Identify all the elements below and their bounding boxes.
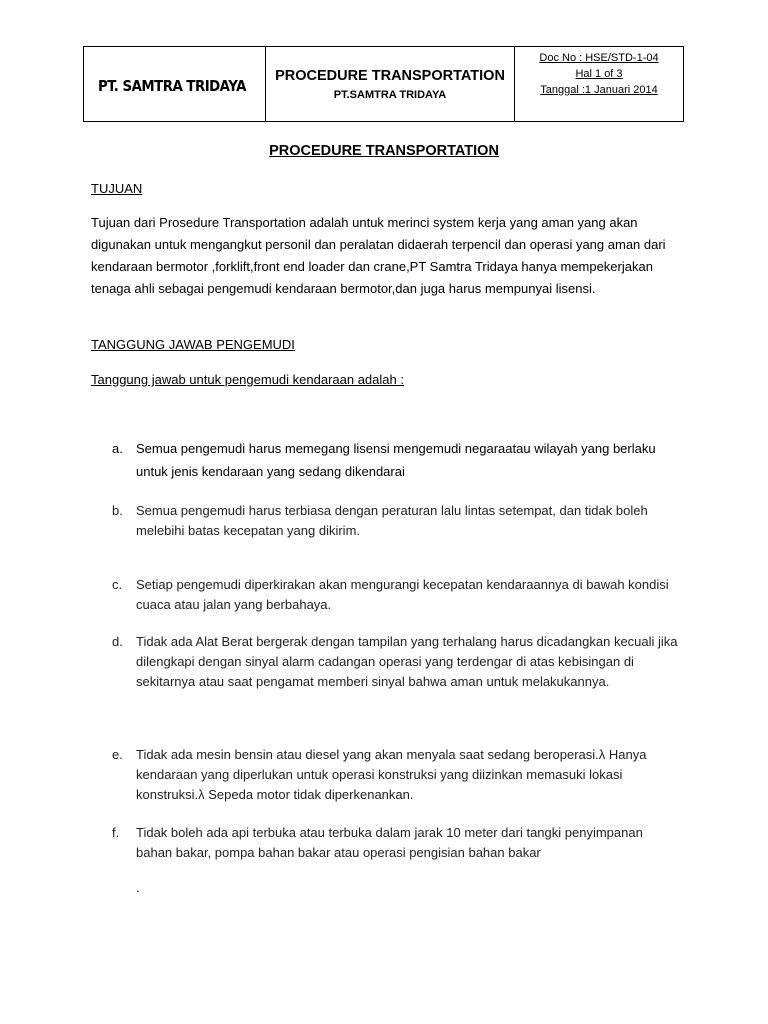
header-title: PROCEDURE TRANSPORTATION: [275, 68, 505, 84]
list-item: [112, 632, 682, 692]
list-item-text: Tidak ada Alat Berat bergerak dengan tampilan yang terhalang harus dicadangkan kecuali jika dilengkapi dengan sinyal alarm cadangan operasi yang terdengar di atas kebisingan di sekitarnya atau saat pengamat memberi sinyal bahwa aman untuk melakukannya.: [136, 634, 678, 689]
document-title: PROCEDURE TRANSPORTATION: [269, 143, 499, 159]
list-marker: d.: [112, 634, 123, 649]
list-item: [112, 823, 682, 863]
section-body-tujuan: Tujuan dari Prosedure Transportation adalah untuk merinci system kerja yang aman yang akan digunakan untuk mengangkut personil dan peralatan didaerah terpencil dan operasi yang aman dari kendaraan bermotor ,forklift,front end loader dan crane,PT Samtra Tridaya hanya mempekerjakan tenaga ahli sebagai pengemudi kendaraan bermotor,dan juga harus mempunyai lisensi.: [91, 215, 666, 296]
list-marker: a.: [112, 441, 123, 456]
header-title-block: [266, 47, 515, 121]
doc-number: Doc No : HSE/STD-1-04: [539, 52, 659, 64]
doc-info-block: [515, 47, 683, 121]
list-item: [112, 745, 682, 805]
list-item-text: Tidak ada mesin bensin atau diesel yang akan menyala saat sedang beroperasi.λ Hanya kendaraan yang diperlukan untuk operasi konstruksi yang diizinkan memasuki lokasi konstruksi.λ Sepeda motor tidak diperkenankan.: [136, 747, 647, 802]
list-item-text: Tidak boleh ada api terbuka atau terbuka dalam jarak 10 meter dari tangki penyimpanan bahan bakar, pompa bahan bakar atau operasi pengisian bahan bakar: [136, 825, 643, 860]
list-item: [112, 501, 682, 541]
company-name: PT. SAMTRA TRIDAYA: [98, 77, 246, 95]
list-item-text: Semua pengemudi harus terbiasa dengan peraturan lalu lintas setempat, dan tidak boleh melebihi batas kecepatan yang dikirim.: [136, 503, 648, 538]
company-logo: [84, 47, 266, 121]
trailing-dot: .: [136, 880, 140, 895]
section-heading-tujuan: TUJUAN: [91, 181, 143, 196]
doc-date: Tanggal :1 Januari 2014: [540, 84, 658, 96]
list-marker: b.: [112, 503, 123, 518]
list-item: [112, 437, 682, 483]
document-header: [83, 46, 684, 122]
section-heading-tanggung-jawab: TANGGUNG JAWAB PENGEMUDI: [91, 337, 295, 352]
list-marker: c.: [112, 577, 123, 592]
list-marker: f.: [112, 825, 120, 840]
list-item-text: Setiap pengemudi diperkirakan akan mengurangi kecepatan kendaraannya di bawah kondisi cuaca atau jalan yang berbahaya.: [136, 577, 669, 612]
list-item: [112, 575, 682, 615]
list-marker: e.: [112, 747, 123, 762]
page-indicator: Hal 1 of 3: [575, 68, 623, 80]
header-subtitle: PT.SAMTRA TRIDAYA: [333, 89, 447, 101]
list-item-text: Semua pengemudi harus memegang lisensi mengemudi negaraatau wilayah yang berlaku untuk jenis kendaraan yang sedang dikendarai: [136, 441, 656, 479]
section-subheading: Tanggung jawab untuk pengemudi kendaraan adalah :: [91, 372, 404, 387]
